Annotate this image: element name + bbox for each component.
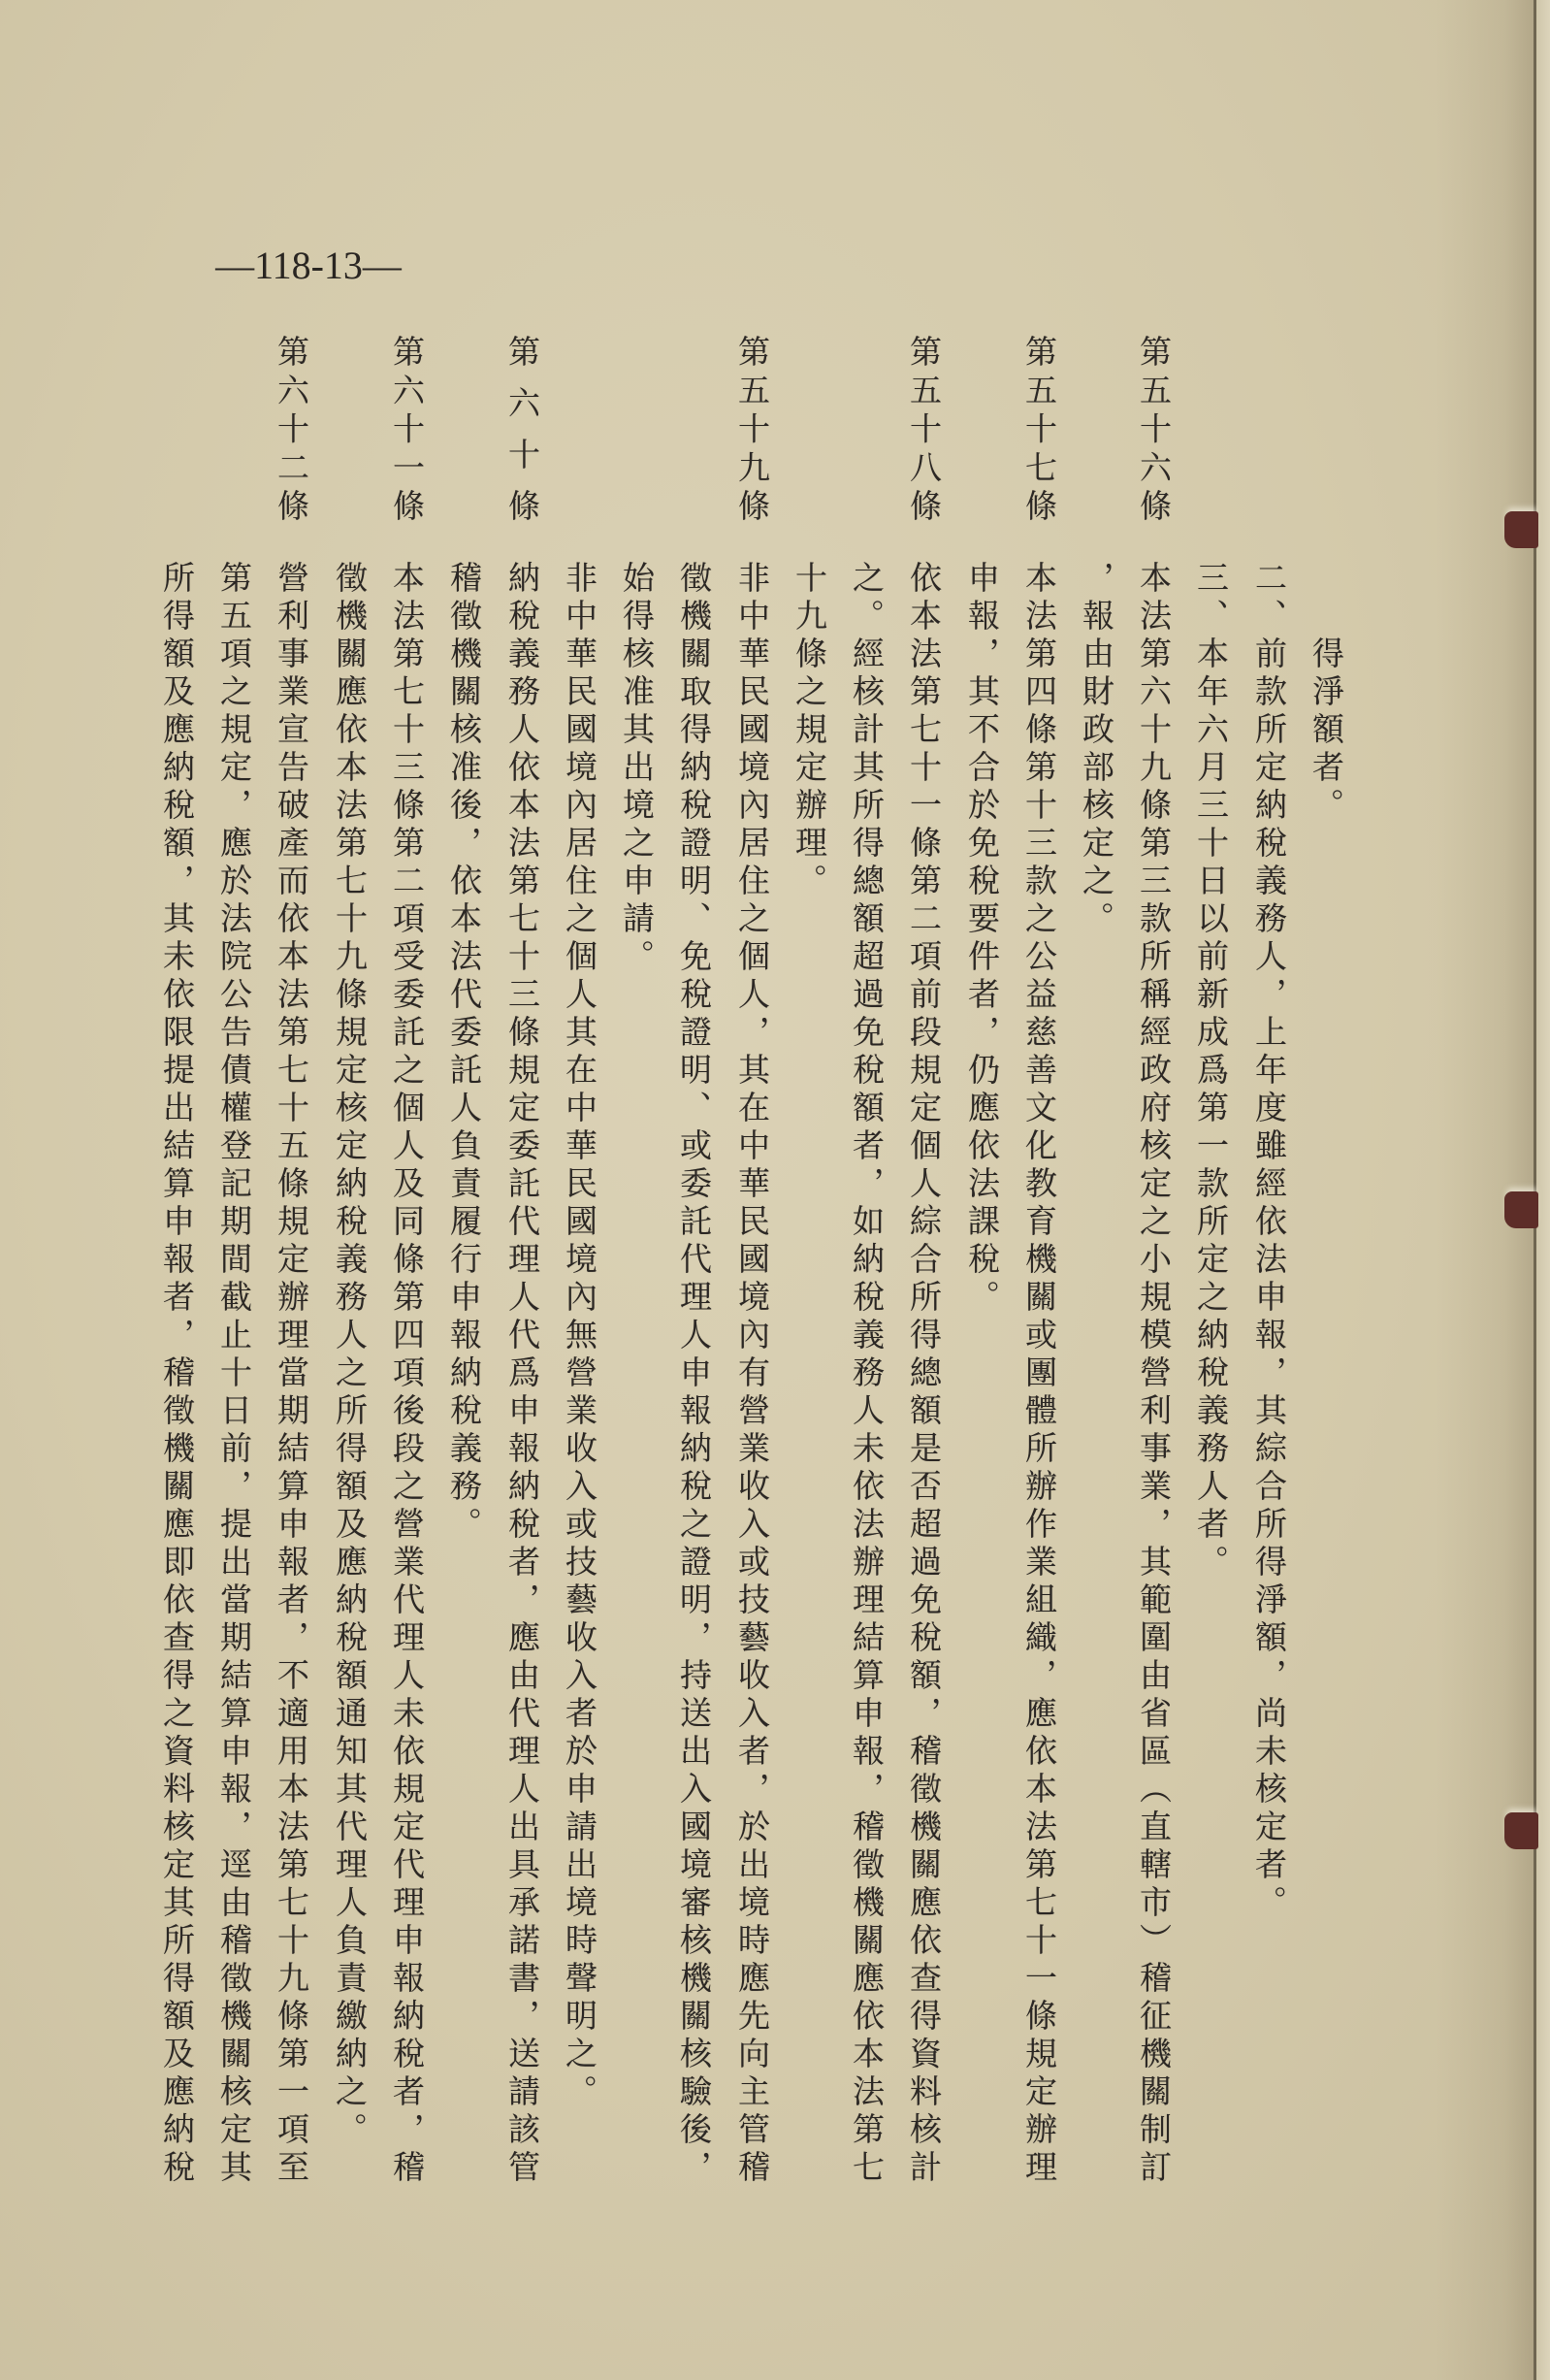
binding-tab xyxy=(1504,1812,1538,1849)
article-62-line: 第五項之規定，應於法院公告債權登記期間截止十日前，提出當期結算申報，逕由稽徵機關核定其 xyxy=(215,561,253,2188)
article-56-line: 本法第六十九條第三款所稱經政府核定之小規模營利事業，其範圍由省區（直轄市）稽征機關制訂 xyxy=(1135,561,1173,2188)
article-58-line: 十九條之規定辦理。 xyxy=(791,561,828,901)
article-61-line: 徵機關應依本法第七十九條規定核定納稅義務人之所得額及應納稅額通知其代理人負責繳納之。 xyxy=(331,561,369,2150)
article-59-line: 非中華民國境內居住之個人，其在中華民國境內有營業收入或技藝收入者，於出境時應先向主管稽 xyxy=(733,561,771,2188)
article-57-line: 本法第四條第十三款之公益慈善文化教育機關或團體所辦作業組織，應依本法第七十一條規定辦理 xyxy=(1020,561,1058,2188)
article-60-label: 第六十條 xyxy=(503,335,541,521)
article-59-line: 徵機關取得納稅證明、免稅證明、或委託代理人申報納稅之證明，持送出入國境審核機關核驗後， xyxy=(675,561,713,2188)
article-56-label: 第五十六條 xyxy=(1135,335,1173,521)
article-62-line: 所得額及應納稅額，其未依限提出結算申報者，稽徵機關應即依查得之資料核定其所得額及應納稅 xyxy=(158,561,196,2188)
article-61-label: 第六十一條 xyxy=(388,335,426,521)
continuation-line: 得淨額者。 xyxy=(1308,636,1345,826)
page-curl-shadow xyxy=(1436,0,1534,2380)
binding-tab xyxy=(1504,511,1538,548)
article-62-line: 營利事業宣告破產而依本法第七十五條規定辦理當期結算申報者，不適用本法第七十九條第一項至 xyxy=(273,561,310,2188)
continuation-item-2: 二、前款所定納稅義務人，上年度雖經依法申報，其綜合所得淨額，尚未核定者。 xyxy=(1250,561,1288,1923)
article-60-line: 納稅義務人依本法第七十三條規定委託代理人代爲申報納稅者，應由代理人出具承諾書，送請該管 xyxy=(503,561,541,2188)
continuation-item-3: 三、本年六月三十日以前新成爲第一款所定之納稅義務人者。 xyxy=(1192,561,1230,1582)
article-59-paragraph-2: 非中華民國境內居住之個人其在中華民國境內無營業收入或技藝收入者於申請出境時聲明之。 xyxy=(561,561,598,2112)
article-58-line: 之。經核計其所得總額超過免稅額者，如納稅義務人未依法辦理結算申報，稽徵機關應依本法第七 xyxy=(848,561,886,2188)
article-58-line: 依本法第七十一條第二項前段規定個人綜合所得總額是否超過免稅額，稽徵機關應依查得資料核計 xyxy=(905,561,943,2188)
article-57-line: 申報，其不合於免稅要件者，仍應依法課稅。 xyxy=(963,561,1001,1318)
article-58-label: 第五十八條 xyxy=(905,335,943,521)
article-62-label: 第六十二條 xyxy=(273,335,310,521)
article-60-line: 稽徵機關核准後，依本法代委託人負責履行申報納稅義務。 xyxy=(445,561,483,1545)
binding-edge-strip xyxy=(1536,0,1550,2380)
article-59-label: 第五十九條 xyxy=(733,335,771,521)
article-56-line: ，報由財政部核定之。 xyxy=(1078,561,1115,939)
article-57-label: 第五十七條 xyxy=(1020,335,1058,521)
page-number: —118-13— xyxy=(215,244,402,287)
binding-tab xyxy=(1504,1191,1538,1228)
article-59-line: 始得核准其出境之申請。 xyxy=(618,561,656,977)
article-61-line: 本法第七十三條第二項受委託之個人及同條第四項後段之營業代理人未依規定代理申報納稅者，稽 xyxy=(388,561,426,2188)
